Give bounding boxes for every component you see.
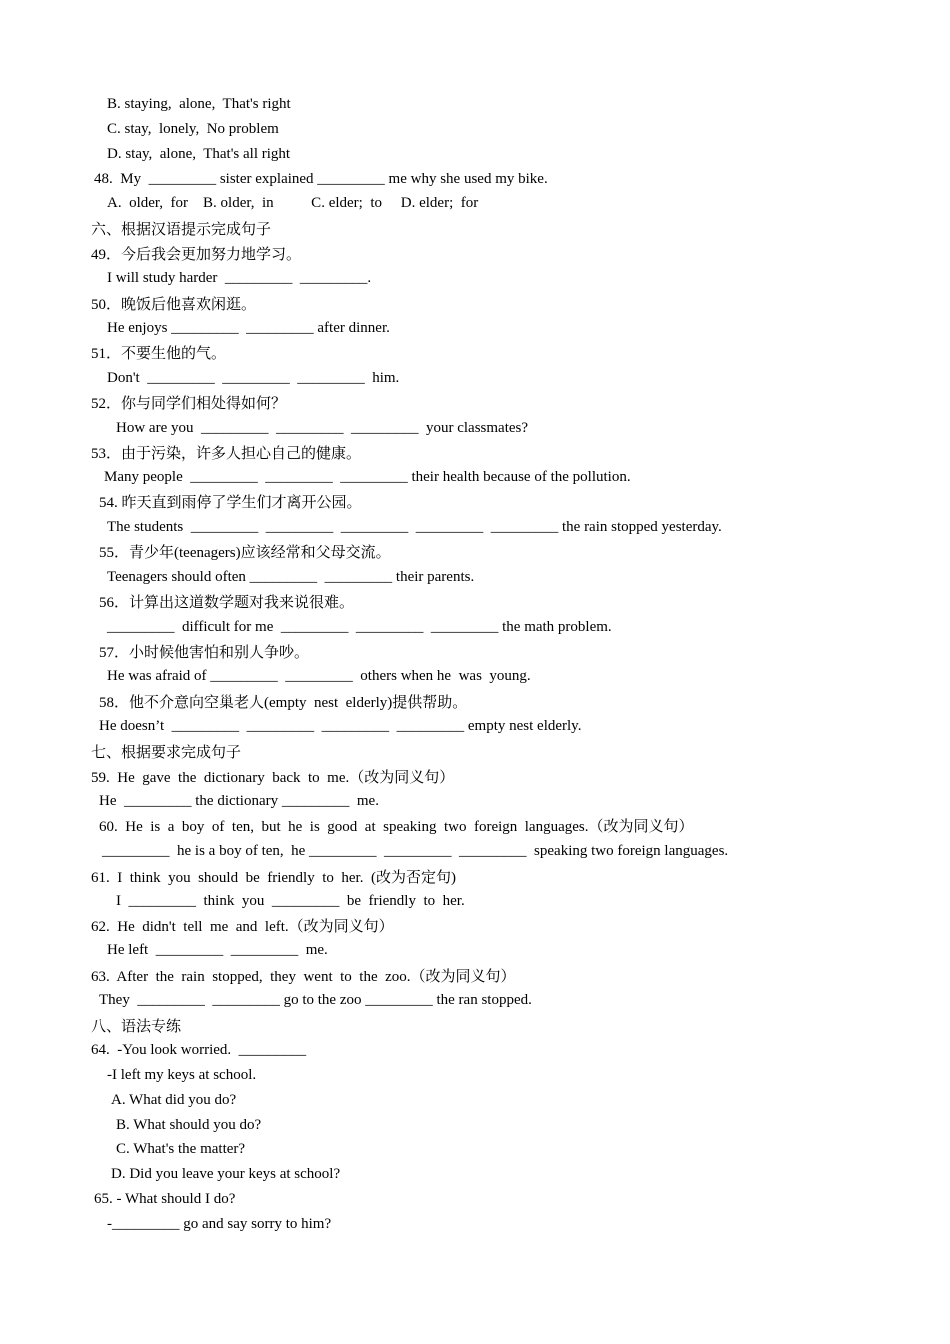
question-53-answer: Many people _________ _________ _________ their health because of the pollution.	[104, 469, 631, 485]
option-64b: B. What should you do?	[116, 1117, 262, 1133]
question-61-prompt: 61. I think you should be friendly to her. (改为否定句)	[91, 870, 456, 886]
options-48: A. older, for B. older, in C. elder; to D. elder; for	[107, 195, 479, 211]
question-59-answer: He _________ the dictionary _________ me.	[99, 793, 379, 809]
option-47c: C. stay, lonely, No problem	[107, 121, 279, 137]
question-49-prompt: 49．今后我会更加努力地学习。	[91, 247, 302, 263]
option-64a: A. What did you do?	[111, 1092, 237, 1108]
question-62-answer: He left _________ _________ me.	[107, 942, 328, 958]
question-50-answer: He enjoys _________ _________ after dinner.	[107, 320, 390, 336]
question-61-answer: I _________ think you _________ be friendly to her.	[116, 893, 465, 909]
question-60-answer: _________ he is a boy of ten, he _________ _________ _________ speaking two foreign languages.	[102, 843, 729, 859]
section-6-heading: 六、根据汉语提示完成句子	[91, 222, 272, 238]
question-56-prompt: 56．计算出这道数学题对我来说很难。	[99, 595, 355, 611]
question-50-prompt: 50．晚饭后他喜欢闲逛。	[91, 297, 257, 313]
question-51-prompt: 51．不要生他的气。	[91, 346, 227, 362]
option-64d: D. Did you leave your keys at school?	[111, 1166, 341, 1182]
question-57-answer: He was afraid of _________ _________ others when he was young.	[107, 668, 531, 684]
question-64-prompt: 64. -You look worried. _________	[91, 1042, 307, 1058]
option-64c: C. What's the matter?	[116, 1141, 246, 1157]
question-52-answer: How are you _________ _________ _________ your classmates?	[116, 420, 529, 436]
question-58-prompt: 58．他不介意向空巢老人(empty nest elderly)提供帮助。	[99, 695, 468, 711]
question-56-answer: _________ difficult for me _________ _________ _________ the math problem.	[107, 619, 612, 635]
question-53-prompt: 53．由于污染，许多人担心自己的健康。	[91, 446, 362, 462]
question-65-dialogue: -_________ go and say sorry to him?	[107, 1216, 332, 1232]
question-57-prompt: 57．小时候他害怕和别人争吵。	[99, 645, 310, 661]
question-55-answer: Teenagers should often _________ _________ their parents.	[107, 569, 475, 585]
section-8-heading: 八、语法专练	[91, 1019, 182, 1035]
question-54-answer: The students _________ _________ _________ _________ _________ the rain stopped yesterday.	[107, 519, 722, 535]
question-55-prompt: 55．青少年(teenagers)应该经常和父母交流。	[99, 545, 391, 561]
question-64-dialogue: -I left my keys at school.	[107, 1067, 257, 1083]
question-58-answer: He doesn’t _________ _________ _________ _________ empty nest elderly.	[99, 718, 582, 734]
question-65-prompt: 65. - What should I do?	[94, 1191, 236, 1207]
option-47d: D. stay, alone, That's all right	[107, 146, 291, 162]
question-54-prompt: 54. 昨天直到雨停了学生们才离开公园。	[99, 495, 362, 511]
option-47b: B. staying, alone, That's right	[107, 96, 291, 112]
question-60-prompt: 60. He is a boy of ten, but he is good at speaking two foreign languages.（改为同义句）	[99, 819, 694, 835]
question-49-answer: I will study harder _________ _________.	[107, 270, 372, 286]
question-52-prompt: 52．你与同学们相处得如何？	[91, 396, 287, 412]
question-59-prompt: 59. He gave the dictionary back to me.（改为同义句）	[91, 770, 455, 786]
question-51-answer: Don't _________ _________ _________ him.	[107, 370, 400, 386]
section-7-heading: 七、根据要求完成句子	[91, 745, 242, 761]
question-48: 48. My _________ sister explained _________ me why she used my bike.	[94, 171, 548, 187]
question-62-prompt: 62. He didn't tell me and left.（改为同义句）	[91, 919, 394, 935]
question-63-answer: They _________ _________ go to the zoo _________ the ran stopped.	[99, 992, 532, 1008]
question-63-prompt: 63. After the rain stopped, they went to the zoo.（改为同义句）	[91, 969, 516, 985]
